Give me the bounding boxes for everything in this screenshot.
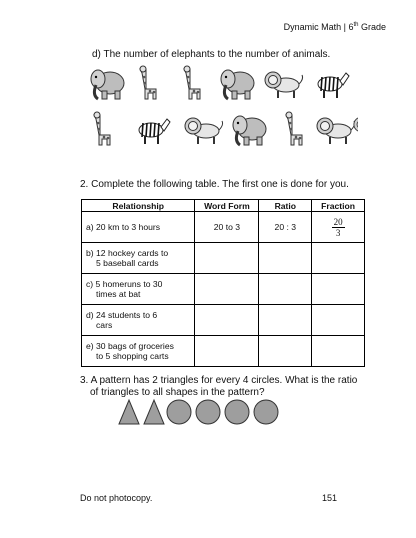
relationship-text: d) 24 students to 6 (86, 310, 158, 320)
word-form-cell: 20 to 3 (195, 212, 259, 243)
ratio-table (81, 199, 365, 367)
animal-pictures (88, 63, 358, 153)
fraction-cell[interactable] (312, 243, 365, 274)
fraction-cell[interactable] (312, 305, 365, 336)
header-suffix: Grade (358, 22, 386, 32)
table-row (82, 336, 365, 367)
page-number: 151 (322, 493, 338, 503)
header-fraction: Fraction (312, 200, 365, 212)
lion-icon (317, 118, 355, 144)
table-row (82, 305, 365, 336)
relationship-cell (82, 274, 195, 305)
relationship-text-cont: to 5 shopping carts (96, 351, 169, 361)
relationship-text: a) 20 km to 3 hours (86, 222, 161, 232)
fraction-numerator: 20 (333, 216, 343, 227)
table-row (82, 243, 365, 274)
giraffe-icon (184, 66, 200, 99)
ratio-cell[interactable] (259, 274, 312, 305)
word-form-cell[interactable] (195, 243, 259, 274)
lion-icon (185, 118, 223, 144)
header-word-form: Word Form (195, 200, 259, 212)
zebra-icon (318, 73, 349, 98)
question-d: d) The number of elephants to the number of animals. (92, 49, 331, 60)
pattern-shapes (117, 398, 292, 426)
question-2: 2. Complete the following table. The first one is done for you. (80, 179, 349, 190)
relationship-text-cont: times at bat (96, 289, 141, 299)
header-ratio: Ratio (259, 200, 312, 212)
ratio-cell[interactable] (259, 305, 312, 336)
circle-icon (225, 400, 249, 424)
relationship-cell (82, 212, 195, 243)
relationship-cell (82, 305, 195, 336)
page-header (284, 22, 386, 32)
relationship-text: c) 5 homeruns to 30 (86, 279, 163, 289)
fraction (332, 217, 345, 238)
question-3-line-1: 3. A pattern has 2 triangles for every 4 circles. What is the ratio (80, 375, 358, 386)
question-3 (80, 375, 380, 399)
header-relationship: Relationship (82, 200, 195, 212)
table-row (82, 274, 365, 305)
relationship-text-cont: cars (96, 320, 113, 330)
lion-icon (265, 72, 303, 98)
circle-icon (196, 400, 220, 424)
header-superscript: th (353, 22, 359, 28)
triangle-icon (119, 400, 139, 424)
fraction-denominator: 3 (335, 227, 341, 238)
question-3-line-2: of triangles to all shapes in the pattern? (90, 387, 265, 398)
triangle-icon (144, 400, 164, 424)
circle-icon (254, 400, 278, 424)
giraffe-icon (286, 112, 302, 145)
footer-notice: Do not photocopy. (80, 493, 153, 503)
table-header-row (82, 200, 365, 212)
relationship-cell (82, 243, 195, 274)
elephant-icon (221, 70, 254, 99)
circle-icon (167, 400, 191, 424)
zebra-icon (139, 119, 170, 144)
word-form-cell[interactable] (195, 274, 259, 305)
header-prefix: Dynamic Math | 6 (283, 22, 354, 32)
ratio-cell[interactable] (259, 243, 312, 274)
word-form-cell[interactable] (195, 336, 259, 367)
relationship-cell (82, 336, 195, 367)
relationship-text: b) 12 hockey cards to (86, 248, 169, 258)
relationship-text-cont: 5 baseball cards (96, 258, 159, 268)
relationship-text: e) 30 bags of groceries (86, 341, 174, 351)
fraction-cell[interactable] (312, 274, 365, 305)
fraction-cell[interactable] (312, 336, 365, 367)
table-row (82, 212, 365, 243)
elephant-icon (233, 116, 266, 145)
ratio-cell[interactable] (259, 336, 312, 367)
fraction-cell (312, 212, 365, 243)
giraffe-icon (94, 112, 110, 145)
word-form-cell[interactable] (195, 305, 259, 336)
giraffe-icon (140, 66, 156, 99)
lion-icon (354, 117, 358, 140)
elephant-icon (91, 70, 124, 99)
ratio-cell: 20 : 3 (259, 212, 312, 243)
